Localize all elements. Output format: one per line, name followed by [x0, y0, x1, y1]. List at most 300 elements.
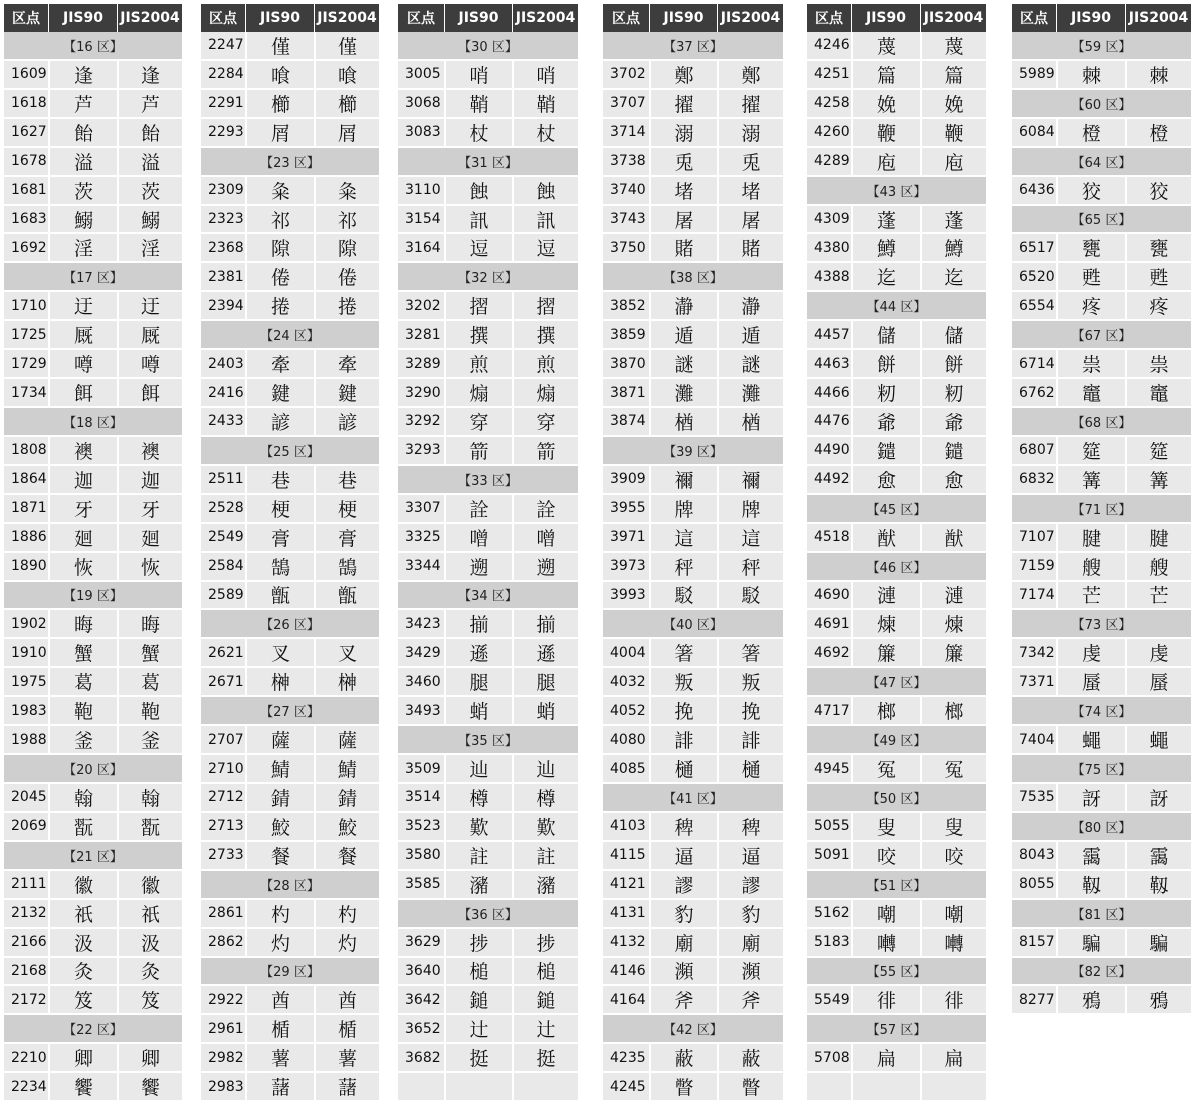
code-cell: 3164	[405, 239, 441, 256]
code-cell: 3514	[405, 789, 441, 806]
jis90-glyph-cell: 嘲	[851, 900, 920, 927]
jis90-glyph-cell: 煎	[444, 350, 512, 377]
code-cell: 3423	[405, 615, 441, 632]
table-row	[4, 697, 182, 726]
jis2004-glyph-cell: 藷	[314, 1073, 379, 1100]
jis90-glyph-cell: 倦	[245, 263, 314, 290]
code-cell: 3874	[610, 413, 646, 430]
jis90-glyph-cell: 餅	[851, 350, 920, 377]
table-row	[398, 90, 578, 119]
code-cell: 4518	[814, 529, 850, 546]
jis90-glyph-cell: 訝	[1056, 784, 1125, 811]
jis90-glyph-cell: 註	[444, 842, 512, 869]
table-row	[4, 119, 182, 148]
table-row	[603, 234, 783, 263]
code-cell: 2710	[208, 760, 244, 777]
table-row	[398, 495, 578, 524]
jis90-glyph-cell: 揃	[444, 610, 512, 637]
table-row	[603, 206, 783, 235]
section-header-row: 【26 区】	[201, 610, 379, 639]
jis90-glyph-cell: 摺	[444, 292, 512, 319]
jis90-glyph-cell: 虔	[1056, 639, 1125, 666]
jis2004-glyph-cell: 鴉	[1125, 986, 1191, 1013]
table-column-6	[1012, 4, 1191, 1015]
table-row	[603, 177, 783, 206]
table-row	[1012, 784, 1191, 813]
code-cell: 2549	[208, 529, 244, 546]
jis90-glyph-cell: 詮	[444, 495, 512, 522]
section-header-row: 【22 区】	[4, 1015, 182, 1044]
code-cell: 1692	[11, 239, 47, 256]
jis90-glyph-cell: 穿	[444, 408, 512, 435]
jis2004-glyph-cell: 捗	[512, 929, 578, 956]
jis2004-glyph-cell: 僅	[314, 32, 379, 59]
code-cell: 3871	[610, 384, 646, 401]
jis90-glyph-cell: 餌	[48, 379, 117, 406]
jis2004-glyph-cell: 粂	[314, 177, 379, 204]
table-row	[201, 32, 379, 61]
jis90-glyph-cell: 藷	[245, 1073, 314, 1100]
jis2004-glyph-cell: 庖	[920, 148, 986, 175]
jis90-glyph-cell: 楯	[245, 1015, 314, 1042]
code-cell: 5708	[814, 1049, 850, 1066]
table-row	[201, 726, 379, 755]
empty-row	[398, 1073, 578, 1102]
jis90-glyph-cell: 挺	[444, 1044, 512, 1071]
jis2004-glyph-cell: 叟	[920, 813, 986, 840]
jis2004-glyph-cell: 蔑	[920, 32, 986, 59]
jis2004-glyph-cell: 棘	[1125, 61, 1191, 88]
jis90-glyph-cell: 叛	[649, 668, 717, 695]
table-row	[603, 379, 783, 408]
table-row	[603, 668, 783, 697]
section-header-row: 【81 区】	[1012, 900, 1191, 929]
code-cell: 3083	[405, 124, 441, 141]
code-cell: 3289	[405, 355, 441, 372]
section-header-row: 【37 区】	[603, 32, 783, 61]
section-header-row: 【55 区】	[807, 958, 986, 987]
table-row	[398, 553, 578, 582]
jis90-glyph-cell: 鑓	[851, 437, 920, 464]
section-header-row: 【24 区】	[201, 321, 379, 350]
table-row	[201, 668, 379, 697]
code-header: 区点	[201, 4, 245, 32]
table-row	[1012, 639, 1191, 668]
jis90-glyph-cell: 靄	[1056, 842, 1125, 869]
table-row	[1012, 292, 1191, 321]
jis90-glyph-cell: 杖	[444, 119, 512, 146]
section-header-row: 【44 区】	[807, 292, 986, 321]
jis2004-glyph-cell: 詮	[512, 495, 578, 522]
jis90-glyph-cell: 釜	[48, 726, 117, 753]
jis90-glyph-cell: 叉	[245, 639, 314, 666]
code-cell: 2671	[208, 673, 244, 690]
code-cell: 3640	[405, 962, 441, 979]
jis2004-header: JIS2004	[1125, 4, 1191, 32]
jis90-glyph-cell: 騙	[1056, 929, 1125, 956]
section-header-row: 【30 区】	[398, 32, 578, 61]
code-cell: 3973	[610, 558, 646, 575]
jis90-glyph-cell: 鴉	[1056, 986, 1125, 1013]
jis2004-glyph-cell: 恢	[117, 553, 182, 580]
table-row	[807, 755, 986, 784]
jis2004-glyph-cell: 飴	[117, 119, 182, 146]
jis90-glyph-cell: 兎	[649, 148, 717, 175]
table-row	[4, 958, 182, 987]
jis90-glyph-cell: 楢	[649, 408, 717, 435]
jis90-header: JIS90	[649, 4, 717, 32]
table-row	[398, 639, 578, 668]
jis2004-glyph-cell: 灸	[117, 958, 182, 985]
jis2004-glyph-cell: 屠	[717, 206, 783, 233]
code-cell: 1902	[11, 615, 47, 632]
jis90-glyph-cell: 擢	[649, 90, 717, 117]
jis2004-glyph-cell: 穿	[512, 408, 578, 435]
jis2004-glyph-cell: 牌	[717, 495, 783, 522]
code-cell: 1886	[11, 529, 47, 546]
table-row	[603, 350, 783, 379]
code-cell: 1983	[11, 702, 47, 719]
table-row	[4, 1073, 182, 1102]
jis90-glyph-cell: 辻	[444, 1015, 512, 1042]
jis2004-glyph-cell: 瀦	[512, 871, 578, 898]
code-cell: 2247	[208, 37, 244, 54]
code-cell: 4466	[814, 384, 850, 401]
table-row	[201, 755, 379, 784]
table-row	[4, 206, 182, 235]
code-cell: 7404	[1019, 731, 1055, 748]
jis90-glyph-cell: 喰	[245, 61, 314, 88]
table-row	[398, 321, 578, 350]
code-cell: 3580	[405, 847, 441, 864]
table-row	[1012, 437, 1191, 466]
jis90-glyph-cell: 鱒	[851, 234, 920, 261]
table-row	[201, 986, 379, 1015]
section-header-row: 【36 区】	[398, 900, 578, 929]
jis2004-glyph-cell: 猷	[920, 524, 986, 551]
table-row	[398, 668, 578, 697]
code-cell: 4085	[610, 760, 646, 777]
section-header-row: 【75 区】	[1012, 755, 1191, 784]
jis90-glyph-cell: 錆	[245, 784, 314, 811]
table-row	[807, 90, 986, 119]
code-cell: 1734	[11, 384, 47, 401]
table-row	[807, 986, 986, 1015]
table-row	[603, 582, 783, 611]
section-header-row: 【74 区】	[1012, 697, 1191, 726]
table-row	[4, 148, 182, 177]
jis90-glyph-cell: 祁	[245, 206, 314, 233]
jis90-glyph-cell: 鵠	[245, 553, 314, 580]
table-row	[398, 929, 578, 958]
section-header-row: 【32 区】	[398, 263, 578, 292]
code-cell: 3509	[405, 760, 441, 777]
table-row	[1012, 61, 1191, 90]
jis90-glyph-cell: 捗	[444, 929, 512, 956]
section-header-row: 【57 区】	[807, 1015, 986, 1044]
jis90-glyph-cell: 鍵	[245, 379, 314, 406]
section-header-row: 【49 区】	[807, 726, 986, 755]
table-row	[603, 524, 783, 553]
table-row	[398, 813, 578, 842]
jis90-glyph-cell: 訊	[444, 206, 512, 233]
jis2004-glyph-cell: 祇	[117, 900, 182, 927]
code-cell: 3523	[405, 818, 441, 835]
jis90-glyph-cell: 煽	[444, 379, 512, 406]
code-cell: 2713	[208, 818, 244, 835]
code-cell: 2291	[208, 95, 244, 112]
jis2004-glyph-cell: 樋	[717, 755, 783, 782]
table-row	[4, 813, 182, 842]
code-cell: 1890	[11, 558, 47, 575]
code-cell: 1681	[11, 182, 47, 199]
code-cell: 3325	[405, 529, 441, 546]
jis90-glyph-cell: 甑	[245, 582, 314, 609]
jis90-glyph-cell: 溢	[48, 148, 117, 175]
jis90-glyph-cell: 逢	[48, 61, 117, 88]
jis90-glyph-cell: 腿	[444, 668, 512, 695]
jis2004-glyph-cell: 鱒	[920, 234, 986, 261]
jis2004-glyph-cell: 蓬	[920, 206, 986, 233]
code-cell: 5055	[814, 818, 850, 835]
jis2004-glyph-cell: 辻	[512, 1015, 578, 1042]
jis90-glyph-cell: 酋	[245, 986, 314, 1013]
table-row	[398, 234, 578, 263]
jis90-glyph-cell: 狡	[1056, 177, 1125, 204]
jis90-glyph-cell: 翫	[48, 813, 117, 840]
jis90-glyph-cell: 溺	[649, 119, 717, 146]
jis90-glyph-cell: 巷	[245, 466, 314, 493]
empty-cell	[851, 1073, 920, 1100]
table-row	[4, 871, 182, 900]
table-row	[398, 610, 578, 639]
table-row	[4, 350, 182, 379]
jis90-glyph-cell: 箸	[649, 639, 717, 666]
code-cell: 8043	[1019, 847, 1055, 864]
code-cell: 4115	[610, 847, 646, 864]
jis90-glyph-cell: 蠅	[1056, 726, 1125, 753]
jis2004-glyph-cell: 腱	[1125, 524, 1191, 551]
jis90-glyph-cell: 疼	[1056, 292, 1125, 319]
table-row	[1012, 524, 1191, 553]
table-row	[201, 1015, 379, 1044]
jis90-glyph-cell: 屠	[649, 206, 717, 233]
code-cell: 3743	[610, 210, 646, 227]
jis90-glyph-cell: 翰	[48, 784, 117, 811]
code-cell: 3281	[405, 326, 441, 343]
jis2004-glyph-cell: 漣	[920, 582, 986, 609]
section-header-row: 【80 区】	[1012, 813, 1191, 842]
table-row	[201, 206, 379, 235]
code-cell: 4388	[814, 268, 850, 285]
code-cell: 4691	[814, 615, 850, 632]
table-row	[201, 119, 379, 148]
jis2004-glyph-cell: 蜃	[1125, 668, 1191, 695]
jis2004-glyph-cell: 笈	[117, 986, 182, 1013]
jis2004-glyph-cell: 酋	[314, 986, 379, 1013]
table-row	[1012, 466, 1191, 495]
table-row	[398, 119, 578, 148]
code-cell: 2166	[11, 934, 47, 951]
table-row	[603, 1073, 783, 1102]
table-row	[398, 986, 578, 1015]
jis2004-glyph-cell: 鞭	[920, 119, 986, 146]
code-cell: 2982	[208, 1049, 244, 1066]
jis2004-glyph-cell: 樽	[512, 784, 578, 811]
code-cell: 3460	[405, 673, 441, 690]
jis2004-glyph-cell: 蠅	[1125, 726, 1191, 753]
code-cell: 3493	[405, 702, 441, 719]
code-cell: 2528	[208, 500, 244, 517]
jis90-glyph-cell: 屑	[245, 119, 314, 146]
code-header: 区点	[4, 4, 48, 32]
table-column-1	[4, 4, 182, 1102]
code-cell: 1710	[11, 297, 47, 314]
jis90-glyph-cell: 薯	[245, 1044, 314, 1071]
code-cell: 2309	[208, 182, 244, 199]
jis90-header: JIS90	[48, 4, 117, 32]
jis2004-glyph-cell: 卿	[117, 1044, 182, 1071]
jis2004-glyph-cell: 稗	[717, 813, 783, 840]
jis2004-glyph-cell: 汲	[117, 929, 182, 956]
code-cell: 3870	[610, 355, 646, 372]
jis90-glyph-cell: 哨	[444, 61, 512, 88]
jis2004-glyph-cell: 捲	[314, 292, 379, 319]
code-cell: 4032	[610, 673, 646, 690]
jis90-header: JIS90	[851, 4, 920, 32]
section-header-row: 【50 区】	[807, 784, 986, 813]
jis90-glyph-cell: 爺	[851, 408, 920, 435]
code-cell: 6714	[1019, 355, 1055, 372]
jis90-glyph-cell: 愈	[851, 466, 920, 493]
table-row	[1012, 871, 1191, 900]
table-row	[4, 986, 182, 1015]
jis90-glyph-cell: 簾	[851, 639, 920, 666]
table-row	[4, 610, 182, 639]
table-row	[201, 177, 379, 206]
table-row	[1012, 842, 1191, 871]
jis2004-glyph-cell: 籾	[920, 379, 986, 406]
jis2004-glyph-cell: 倦	[314, 263, 379, 290]
jis2004-glyph-cell: 瀕	[717, 958, 783, 985]
jis90-glyph-cell: 槌	[444, 958, 512, 985]
code-cell: 5091	[814, 847, 850, 864]
code-cell: 2284	[208, 66, 244, 83]
section-header-row: 【45 区】	[807, 495, 986, 524]
jis90-glyph-cell: 撰	[444, 321, 512, 348]
code-cell: 4146	[610, 962, 646, 979]
jis90-glyph-cell: 逼	[649, 842, 717, 869]
jis2004-header: JIS2004	[717, 4, 783, 32]
section-header-row: 【51 区】	[807, 871, 986, 900]
jis90-glyph-cell: 棘	[1056, 61, 1125, 88]
code-cell: 2132	[11, 905, 47, 922]
table-row	[1012, 263, 1191, 292]
code-cell: 3682	[405, 1049, 441, 1066]
code-cell: 3852	[610, 297, 646, 314]
code-cell: 8277	[1019, 991, 1055, 1008]
jis2004-glyph-cell: 訝	[1125, 784, 1191, 811]
jis90-glyph-cell: 斧	[649, 986, 717, 1013]
jis2004-glyph-cell: 囀	[920, 929, 986, 956]
jis2004-glyph-cell: 祟	[1125, 350, 1191, 377]
jis2004-glyph-cell: 襖	[117, 437, 182, 464]
jis90-glyph-cell: 漣	[851, 582, 920, 609]
jis90-glyph-cell: 徽	[48, 871, 117, 898]
table-row	[201, 842, 379, 871]
table-row	[398, 350, 578, 379]
table-row	[603, 986, 783, 1015]
jis90-glyph-cell: 蔽	[649, 1044, 717, 1071]
jis2004-glyph-cell: 遁	[717, 321, 783, 348]
jis2004-glyph-cell: 揃	[512, 610, 578, 637]
table-row	[603, 842, 783, 871]
section-header-row: 【43 区】	[807, 177, 986, 206]
code-cell: 6807	[1019, 442, 1055, 459]
code-cell: 4132	[610, 934, 646, 951]
section-header-row: 【19 区】	[4, 582, 182, 611]
jis90-glyph-cell: 茨	[48, 177, 117, 204]
jis90-glyph-cell: 瀦	[444, 871, 512, 898]
jis90-glyph-cell: 筵	[1056, 437, 1125, 464]
code-cell: 3429	[405, 644, 441, 661]
code-cell: 1725	[11, 326, 47, 343]
code-cell: 2416	[208, 384, 244, 401]
code-cell: 4246	[814, 37, 850, 54]
jis90-glyph-cell: 卿	[48, 1044, 117, 1071]
jis90-glyph-cell: 迦	[48, 466, 117, 493]
code-cell: 4309	[814, 210, 850, 227]
table-row	[4, 90, 182, 119]
jis90-glyph-cell: 瀕	[649, 958, 717, 985]
section-header-row: 【82 区】	[1012, 958, 1191, 987]
code-cell: 1864	[11, 471, 47, 488]
code-cell: 6084	[1019, 124, 1055, 141]
section-header-row: 【27 区】	[201, 697, 379, 726]
jis90-glyph-cell: 叟	[851, 813, 920, 840]
code-cell: 4717	[814, 702, 850, 719]
jis90-glyph-cell: 粂	[245, 177, 314, 204]
code-header: 区点	[603, 4, 649, 32]
code-cell: 2172	[11, 991, 47, 1008]
jis90-glyph-cell: 駁	[649, 582, 717, 609]
jis90-glyph-cell: 謎	[649, 350, 717, 377]
code-cell: 5549	[814, 991, 850, 1008]
table-row	[398, 1044, 578, 1073]
code-cell: 4690	[814, 586, 850, 603]
code-cell: 4004	[610, 644, 646, 661]
empty-cell	[920, 1073, 986, 1100]
jis2004-glyph-cell: 禰	[717, 466, 783, 493]
code-cell: 4457	[814, 326, 850, 343]
jis90-glyph-cell: 箭	[444, 437, 512, 464]
code-cell: 4258	[814, 95, 850, 112]
jis90-glyph-cell: 遡	[444, 553, 512, 580]
jis2004-glyph-cell: 翫	[117, 813, 182, 840]
section-header-row: 【35 区】	[398, 726, 578, 755]
jis90-glyph-cell: 膏	[245, 524, 314, 551]
table-row	[603, 900, 783, 929]
table-row	[807, 350, 986, 379]
jis90-glyph-cell: 恢	[48, 553, 117, 580]
code-cell: 3629	[405, 934, 441, 951]
jis90-glyph-cell: 笈	[48, 986, 117, 1013]
code-header: 区点	[807, 4, 851, 32]
jis90-glyph-cell: 竈	[1056, 379, 1125, 406]
jis2004-glyph-cell: 秤	[717, 553, 783, 580]
code-cell: 4080	[610, 731, 646, 748]
jis2004-glyph-cell: 錆	[314, 784, 379, 811]
